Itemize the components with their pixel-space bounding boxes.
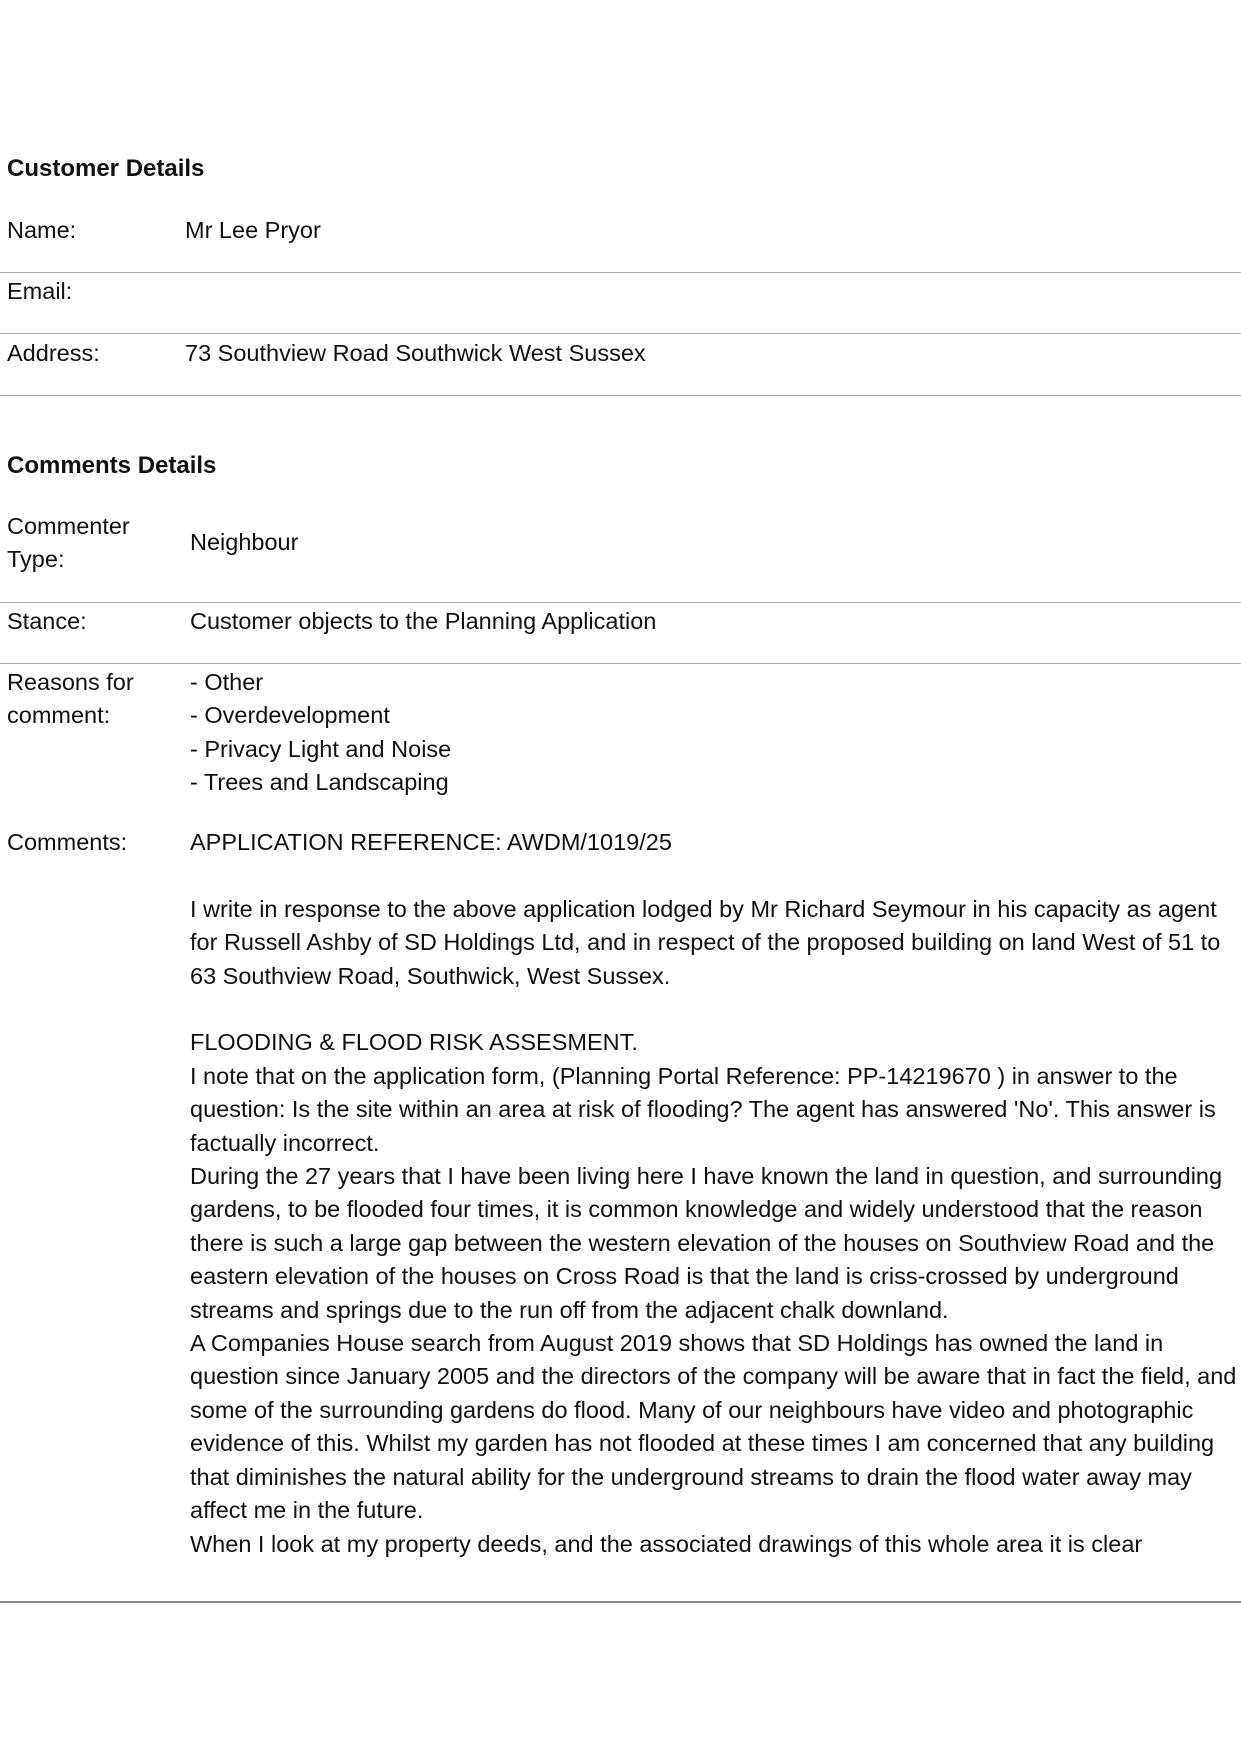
flooding-paragraph: A Companies House search from August 2019 shows that SD Holdings has owned the land in question since January 2005 and the directors of the company will be aware that in fact the field, and some of the surrounding gardens do flood. Many of our neighbours have video and photographic evidence of this. Whilst my garden has not flooded at these times I am concerned that any building that diminishes the natural ability for the underground streams to drain the flood water away may affect me in the future. — [190, 1330, 1237, 1524]
divider — [0, 272, 1241, 273]
flooding-paragraph: I note that on the application form, (Planning Portal Reference: PP-14219670 ) in answer to the question: Is the site within an area at risk of flooding? The agent has answered 'No'. This answer is factually incorrect. — [190, 1062, 1216, 1156]
comments-details-heading: Comments Details — [7, 452, 217, 479]
comments-body — [190, 826, 1238, 1561]
reasons-label-line2: comment: — [7, 702, 111, 728]
commenter-type-label-line1: Commenter — [7, 513, 130, 539]
reason-item: - Privacy Light and Noise — [190, 735, 452, 762]
reason-item: - Other — [190, 669, 264, 695]
reasons-label-line1: Reasons for — [7, 669, 134, 695]
address-value: 73 Southview Road Southwick West Sussex — [185, 340, 646, 366]
commenter-type-label — [7, 510, 130, 576]
reasons-list — [190, 666, 451, 800]
address-label: Address: — [7, 340, 100, 366]
stance-label: Stance: — [7, 608, 87, 634]
name-value: Mr Lee Pryor — [185, 217, 321, 243]
name-label: Name: — [7, 217, 77, 243]
flooding-paragraph: When I look at my property deeds, and the associated drawings of this whole area it is clear — [190, 1530, 1143, 1557]
comment-intro-paragraph: I write in response to the above application lodged by Mr Richard Seymour in his capacity as agent for Russell Ashby of SD Holdings Ltd, and in respect of the proposed building on land West of 51 to 63 Southview Road, Southwick, West Sussex. — [190, 895, 1221, 989]
divider — [0, 333, 1241, 334]
reasons-label — [7, 666, 134, 732]
email-label: Email: — [7, 278, 73, 304]
flooding-paragraph: During the 27 years that I have been living here I have known the land in question, and surrounding gardens, to be flooded four times, it is common knowledge and widely understood that the reason there is such a large gap between the western elevation of the houses on Southview Road and the eastern elevation of the houses on Cross Road is that the land is criss-crossed by underground streams and springs due to the run off from the adjacent chalk downland. — [190, 1163, 1223, 1323]
commenter-type-label-line2: Type: — [7, 546, 65, 572]
divider — [0, 663, 1241, 664]
commenter-type-value: Neighbour — [190, 529, 299, 555]
application-reference: APPLICATION REFERENCE: AWDM/1019/25 — [190, 829, 672, 855]
customer-details-heading: Customer Details — [7, 155, 205, 182]
stance-value: Customer objects to the Planning Application — [190, 608, 657, 634]
reason-item: - Trees and Landscaping — [190, 769, 449, 796]
divider — [0, 395, 1241, 396]
comments-label: Comments: — [7, 829, 128, 855]
reason-item: - Overdevelopment — [190, 702, 390, 729]
divider — [0, 1601, 1241, 1603]
divider — [0, 602, 1241, 603]
flooding-heading: FLOODING & FLOOD RISK ASSESMENT. — [190, 1029, 638, 1056]
